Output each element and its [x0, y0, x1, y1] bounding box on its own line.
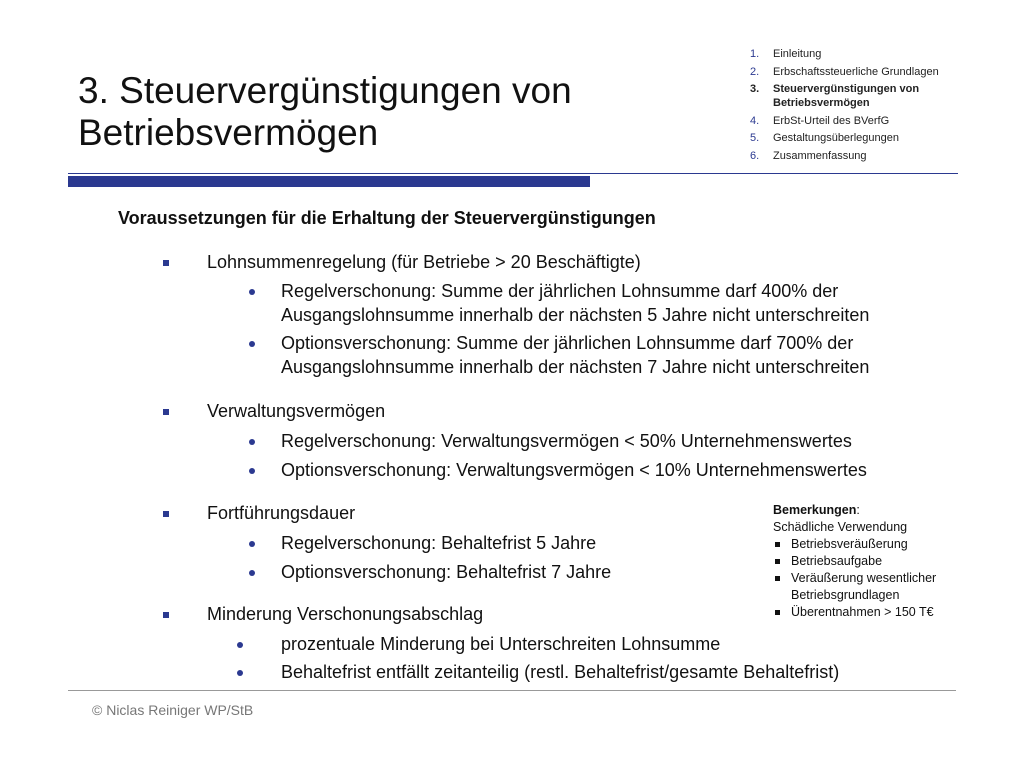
slide-title-line2: Betriebsvermögen [78, 112, 379, 153]
footer-copyright: © Niclas Reiniger WP/StB [92, 702, 254, 718]
agenda-number: 1. [750, 48, 760, 60]
remarks-box [773, 502, 973, 621]
list-item-line: Regelverschonung: Verwaltungsvermögen < 50% Unternehmenswertes [281, 431, 852, 451]
agenda-label: Zusammenfassung [773, 149, 867, 162]
agenda-item-3-active [750, 82, 990, 110]
section-label: Verwaltungsvermögen [207, 401, 386, 421]
content-heading: Voraussetzungen für die Erhaltung der Steuervergünstigungen [118, 208, 656, 228]
section-label: Fortführungsdauer [207, 503, 356, 523]
remarks-list [773, 536, 973, 621]
agenda-item-1 [750, 47, 990, 61]
agenda-number: 4. [750, 114, 760, 127]
square-bullet-icon [163, 409, 169, 415]
remarks-title-text: Bemerkungen [773, 503, 857, 517]
agenda-list [750, 47, 990, 166]
square-bullet-icon [163, 260, 169, 266]
agenda-number: 5. [750, 132, 760, 144]
agenda-number: 3. [750, 83, 760, 95]
round-bullet-icon [249, 341, 255, 347]
list-item-line: prozentuale Minderung bei Unterschreiten Lohnsumme [281, 634, 721, 654]
round-bullet-icon [249, 570, 255, 576]
round-bullet-icon [249, 439, 255, 445]
remarks-item: Überentnahmen > 150 T€ [773, 604, 973, 621]
slide-title-line1: 3. Steuervergünstigungen von [78, 70, 572, 111]
list-item-line: Optionsverschonung: Verwaltungsvermögen < 10% Unternehmenswertes [281, 460, 867, 480]
list-item-line: Ausgangslohnsumme innerhalb der nächsten 7 Jahre nicht unterschreiten [281, 357, 870, 377]
list-item-line: Regelverschonung: Behaltefrist 5 Jahre [281, 533, 597, 553]
agenda-label: Gestaltungsüberlegungen [773, 132, 899, 144]
square-bullet-icon [163, 511, 169, 517]
list-item-line: Ausgangslohnsumme innerhalb der nächsten 5 Jahre nicht unterschreiten [281, 305, 870, 325]
agenda-label: Erbschaftssteuerliche Grundlagen [773, 65, 939, 78]
list-item-line: Optionsverschonung: Behaltefrist 7 Jahre [281, 562, 612, 582]
agenda-item-2 [750, 65, 990, 79]
agenda-item-6 [750, 149, 990, 163]
slide-title [78, 70, 572, 154]
agenda-item-5 [750, 131, 990, 145]
round-bullet-icon [249, 468, 255, 474]
title-divider-line [68, 173, 958, 174]
remarks-item: Betriebsveräußerung [773, 536, 973, 553]
agenda-label: Einleitung [773, 48, 822, 60]
agenda-label: Steuervergünstigungen von Betriebsvermögen [773, 83, 920, 109]
section-label: Lohnsummenregelung (für Betriebe > 20 Beschäftigte) [207, 252, 641, 272]
round-bullet-icon [237, 670, 243, 676]
agenda-label: ErbSt-Urteil des BVerfG [773, 114, 890, 127]
square-bullet-icon [163, 612, 169, 618]
remarks-title-colon: : [856, 503, 860, 517]
list-item-line: Optionsverschonung: Summe der jährlichen Lohnsumme darf 700% der [281, 333, 854, 353]
round-bullet-icon [237, 642, 243, 648]
agenda-item-4 [750, 114, 990, 128]
footer-divider-line [68, 690, 956, 691]
remarks-subtitle: Schädliche Verwendung [773, 520, 908, 534]
remarks-title [773, 502, 973, 519]
section-label: Minderung Verschonungsabschlag [207, 604, 484, 624]
round-bullet-icon [249, 541, 255, 547]
remarks-item: Veräußerung wesentlicher Betriebsgrundlagen [773, 570, 973, 604]
remarks-item: Betriebsaufgabe [773, 553, 973, 570]
list-item-line: Regelverschonung: Summe der jährlichen Lohnsumme darf 400% der [281, 281, 839, 301]
agenda-number: 2. [750, 65, 760, 78]
title-accent-bar [68, 176, 590, 187]
list-item-line: Behaltefrist entfällt zeitanteilig (restl. Behaltefrist/gesamte Behaltefrist) [281, 662, 840, 682]
agenda-number: 6. [750, 149, 760, 162]
round-bullet-icon [249, 289, 255, 295]
